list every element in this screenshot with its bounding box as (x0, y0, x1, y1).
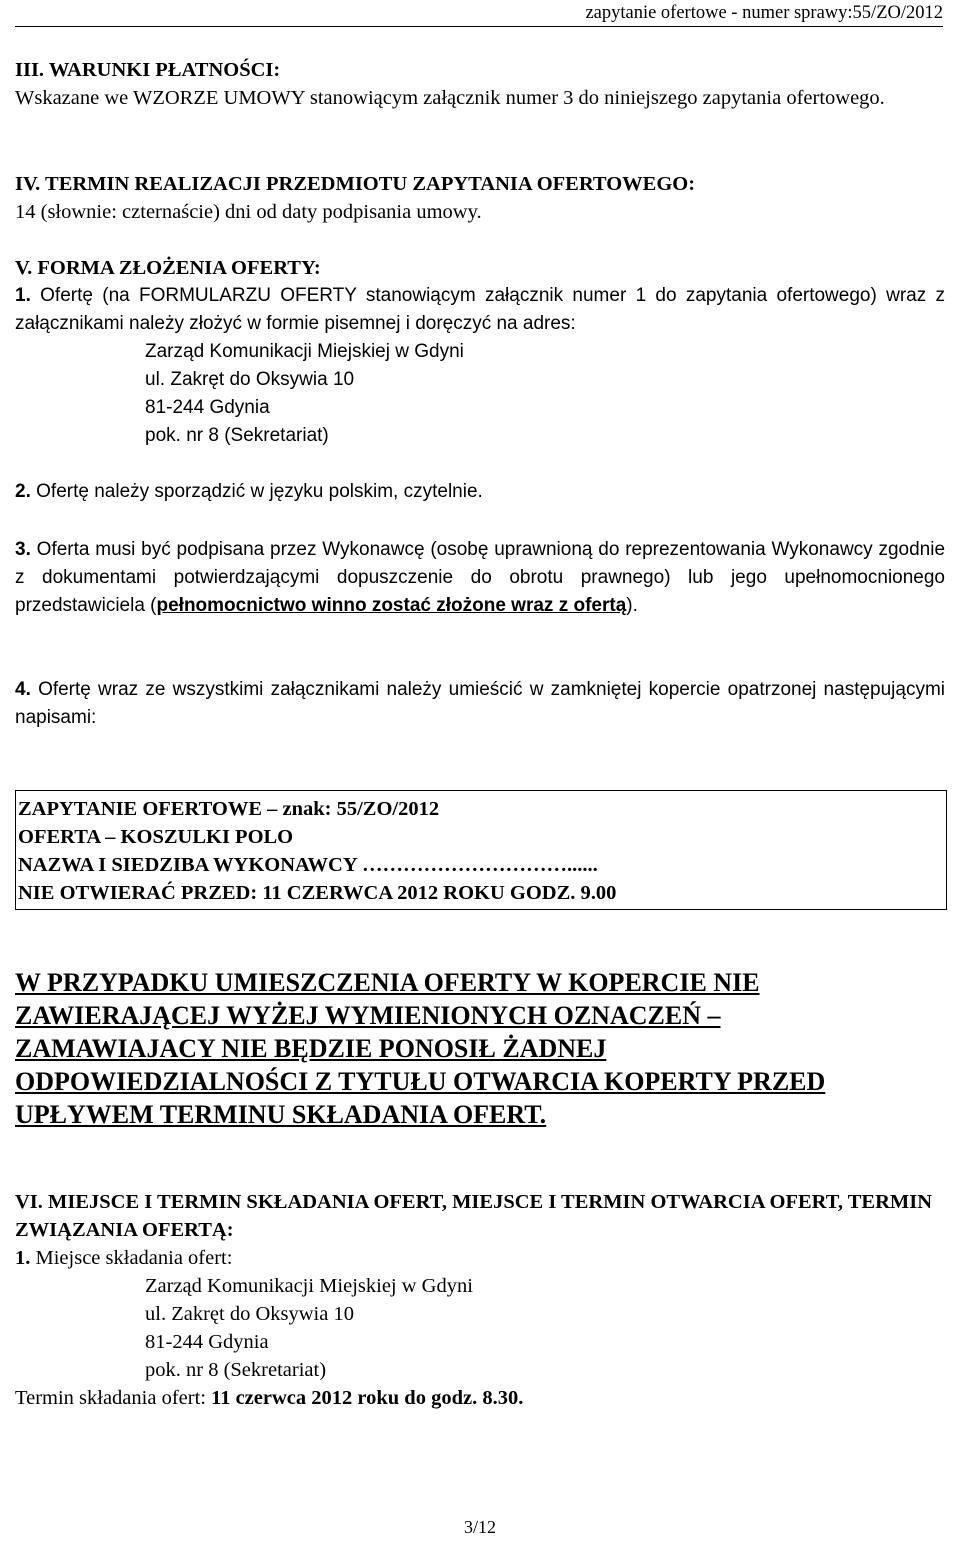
item-number: 2. (15, 481, 31, 502)
item-text: Miejsce składania ofert: (35, 1247, 233, 1269)
warning-line: W PRZYPADKU UMIESZCZENIA OFERTY W KOPERCIE NIE (15, 968, 760, 997)
address-line: 81-244 Gdynia (145, 397, 270, 418)
section-delivery-term (15, 170, 945, 226)
item-number: 3. (15, 539, 31, 560)
section-submission-place (15, 1188, 945, 1412)
offer-item-4 (15, 676, 945, 732)
envelope-label-box (15, 790, 947, 910)
item-number: 1. (15, 285, 31, 306)
page-number: 3/12 (463, 1517, 496, 1537)
section-body: Wskazane we WZORZE UMOWY stanowiącym załącznik numer 3 do niniejszego zapytania ofertowego. (15, 87, 885, 109)
address-line: pok. nr 8 (Sekretariat) (145, 1359, 327, 1381)
item-text: Ofertę (na FORMULARZU OFERTY stanowiącym załącznik numer 1 do zapytania ofertowego) wraz z załącznikami należy złożyć w formie pisemnej i doręczyć na adres: (15, 285, 946, 334)
warning-line: ODPOWIEDZIALNOŚCI Z TYTUŁU OTWARCIA KOPERTY PRZED (15, 1067, 826, 1096)
section-payment-terms (15, 56, 945, 112)
envelope-line: NAZWA I SIEDZIBA WYKONAWCY …………………………...... (18, 854, 598, 876)
address-line: ul. Zakręt do Oksywia 10 (145, 369, 355, 390)
section-body: 14 (słownie: czternaście) dni od daty podpisania umowy. (15, 201, 482, 223)
deadline-value: 11 czerwca 2012 roku do godz. 8.30. (211, 1387, 524, 1409)
item-text: Ofertę należy sporządzić w języku polskim, czytelnie. (36, 481, 483, 502)
warning-line: ZAMAWIAJACY NIE BĘDZIE PONOSIŁ ŻADNEJ (15, 1034, 607, 1063)
running-header: zapytanie ofertowe - numer sprawy:55/ZO/2012 (15, 2, 943, 27)
envelope-line: OFERTA – KOSZULKI POLO (18, 826, 294, 848)
envelope-line: ZAPYTANIE OFERTOWE – znak: 55/ZO/2012 (18, 798, 440, 820)
delivery-address (15, 338, 945, 450)
address-line: pok. nr 8 (Sekretariat) (145, 425, 329, 446)
warning-notice (15, 966, 945, 1131)
address-line: 81-244 Gdynia (145, 1331, 269, 1353)
item-number: 1. (15, 1247, 31, 1269)
item-text: Oferta musi być podpisana przez Wykonawcę (osobę uprawnioną do reprezentowania Wykonawcy zgodnie z dokumentami potwierdzającymi dopuszczenie do obrotu prawnego) lub jego upełnomocnionego przedstawiciela ( (15, 539, 946, 616)
section-title: IV. TERMIN REALIZACJI PRZEDMIOTU ZAPYTANIA OFERTOWEGO: (15, 173, 696, 195)
offer-item-1 (15, 282, 945, 338)
item-number: 4. (15, 679, 31, 700)
address-line: ul. Zakręt do Oksywia 10 (145, 1303, 354, 1325)
section-offer-form (15, 254, 945, 450)
envelope-line: NIE OTWIERAĆ PRZED: 11 CZERWCA 2012 ROKU GODZ. 9.00 (18, 882, 617, 904)
deadline-label: Termin składania ofert: (15, 1387, 206, 1409)
item-emphasis: pełnomocnictwo winno zostać złożone wraz z ofertą (156, 595, 627, 616)
warning-line: UPŁYWEM TERMINU SKŁADANIA OFERT. (15, 1100, 547, 1129)
section-title: III. WARUNKI PŁATNOŚCI: (15, 59, 281, 81)
address-line: Zarząd Komunikacji Miejskiej w Gdyni (145, 1275, 473, 1297)
submission-address (15, 1272, 945, 1384)
warning-line: ZAWIERAJĄCEJ WYŻEJ WYMIENIONYCH OZNACZEŃ – (15, 1001, 721, 1030)
submission-deadline (15, 1384, 945, 1412)
section-title: VI. MIEJSCE I TERMIN SKŁADANIA OFERT, MIEJSCE I TERMIN OTWARCIA OFERT, TERMIN ZWIĄZANIA OFERTĄ: (15, 1191, 933, 1241)
offer-item-2 (15, 478, 945, 506)
offer-item-3 (15, 536, 945, 620)
item-text: Ofertę wraz ze wszystkimi załącznikami należy umieścić w zamkniętej kopercie opatrzonej następującymi napisami: (15, 679, 946, 728)
section-title: V. FORMA ZŁOŻENIA OFERTY: (15, 257, 321, 279)
address-line: Zarząd Komunikacji Miejskiej w Gdyni (145, 341, 464, 362)
item-text-end: ). (626, 595, 638, 616)
